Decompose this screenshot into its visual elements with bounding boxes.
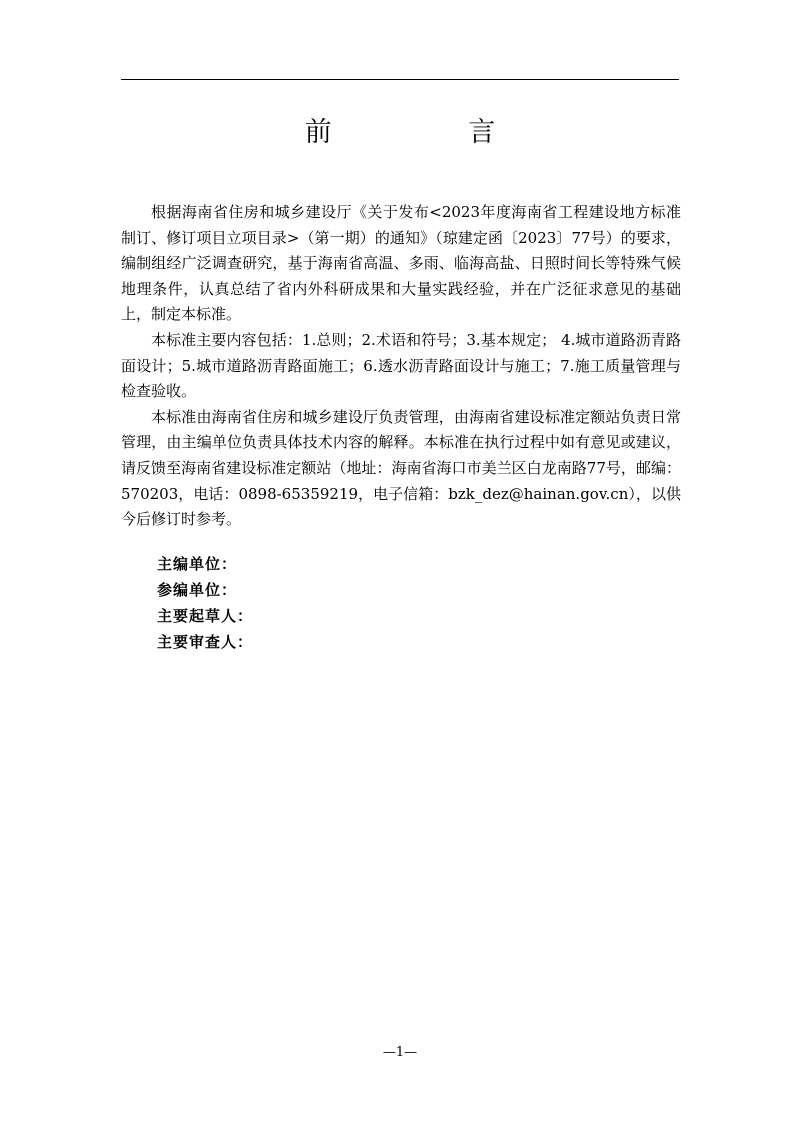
participating-unit-label: 参编单位： [157, 581, 238, 599]
chief-editor-label: 主编单位： [157, 555, 238, 573]
main-reviewers-label: 主要审查人： [157, 633, 254, 651]
paragraph-contents: 本标准主要内容包括：1.总则；2.术语和符号；3.基本规定； 4.城市道路沥青路面设计；5.城市道路沥青路面施工；6.透水沥青路面设计与施工；7.施工质量管理与检查验收。 [121, 330, 681, 401]
page-number: —1— [382, 1045, 418, 1060]
paragraph-background: 根据海南省住房和城乡建设厅《关于发布<2023年度海南省工程建设地方标准制订、修订项目立项目录>（第一期）的通知》（琼建定函〔2023〕77号）的要求，编制组经广泛调查研究，基于海南省高温、多雨、临海高盐、日照时间长等特殊气候地理条件，认真总结了省内外科研成果和大量实践经验，并在广泛征求意见的基础上，制定本标准。 [121, 203, 681, 324]
page-title: 前 言 [304, 117, 560, 148]
main-drafters-label: 主要起草人： [157, 607, 254, 625]
preface-body [121, 200, 681, 533]
header-rule [121, 79, 679, 80]
paragraph-management: 本标准由海南省住房和城乡建设厅负责管理，由海南省建设标准定额站负责日常管理，由主编单位负责具体技术内容的解释。本标准在执行过程中如有意见或建议，请反馈至海南省建设标准定额站（地址：海南省海口市美兰区白龙南路77号，邮编：570203，电话：0898-65359219，电子信箱：bzk_dez@hainan.gov.cn），以供今后修订时参考。 [121, 407, 681, 529]
